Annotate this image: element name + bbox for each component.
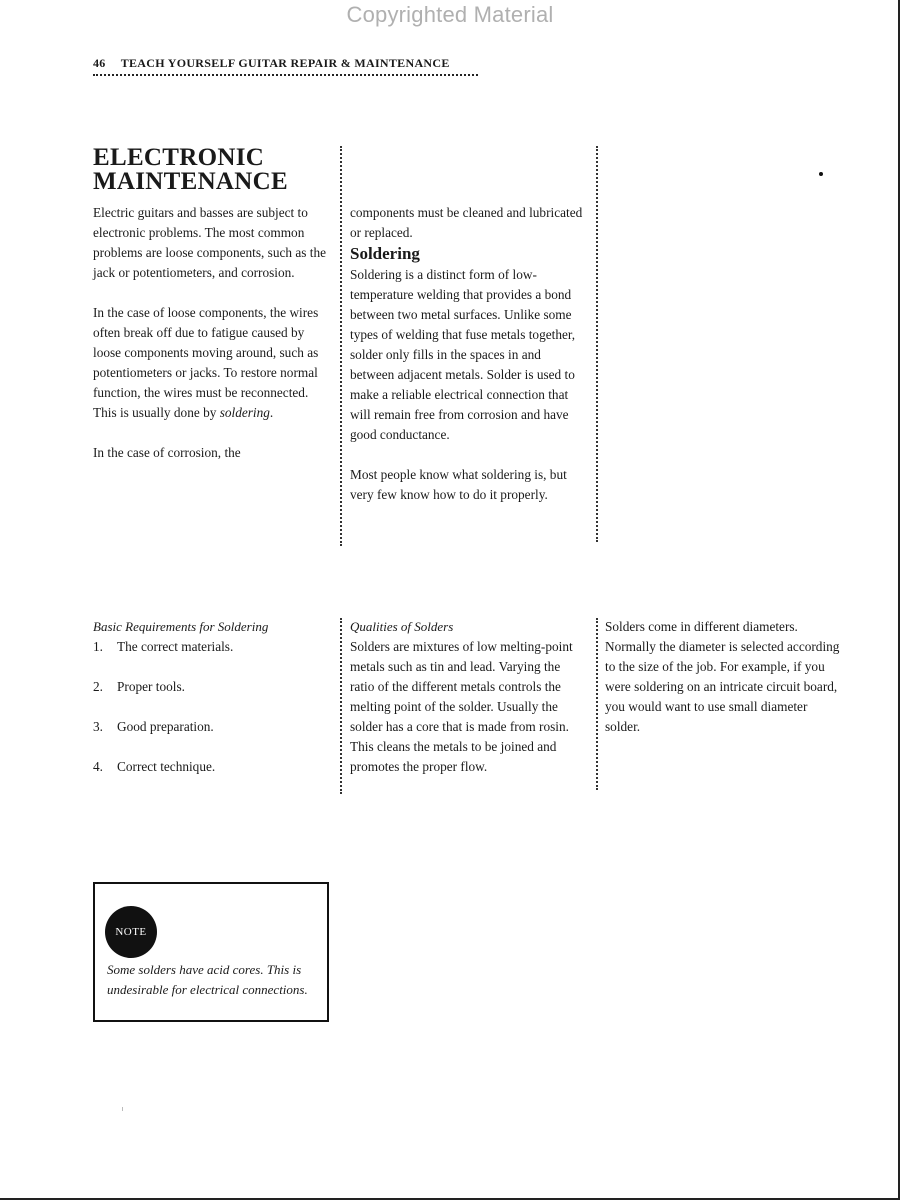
column-divider-lower-left: [340, 618, 342, 794]
corrosion-paragraph: In the case of corrosion, the: [93, 445, 241, 460]
scan-mark: [122, 1107, 123, 1111]
qualities-column: [350, 617, 586, 777]
requirements-list: [93, 637, 333, 797]
column-divider-lower-right: [596, 618, 598, 790]
running-header: [93, 56, 478, 76]
soldering-subhead: Soldering: [350, 244, 420, 263]
diameters-paragraph: Solders come in different diameters. Normally the diameter is selected according to the size of the job. For example, if you were soldering on an intricate circuit board, you would want to use small diameter solder.: [605, 619, 840, 734]
intro-column: [93, 203, 333, 463]
list-item: 2. Proper tools.: [93, 679, 185, 694]
cleaning-paragraph: components must be cleaned and lubricated or replaced.: [350, 205, 583, 240]
note-text: Some solders have acid cores. This is undesirable for electrical connections.: [107, 962, 308, 997]
soldering-note-paragraph: Most people know what soldering is, but very few know how to do it properly.: [350, 467, 567, 502]
section-title: [93, 146, 288, 194]
list-item: 3. Good preparation.: [93, 719, 214, 734]
copyright-watermark: Copyrighted Material: [346, 2, 554, 27]
soldering-column: [350, 203, 586, 505]
qualities-heading: Qualities of Solders: [350, 619, 454, 634]
book-title: TEACH YOURSELF GUITAR REPAIR & MAINTENANCE: [120, 56, 450, 70]
diameters-column: [605, 617, 845, 737]
requirements-heading: Basic Requirements for Soldering: [93, 619, 269, 634]
qualities-paragraph: Solders are mixtures of low melting-point metals such as tin and lead. Varying the ratio of the different metals controls the melting point of the solder. Usually the solder has a core that is made from rosin. This cleans the metals to be joined and promotes the proper flow.: [350, 639, 573, 774]
list-item: 4. Correct technique.: [93, 759, 216, 774]
stray-dot: [819, 172, 823, 176]
note-badge-icon: NOTE: [105, 906, 157, 958]
intro-paragraph: Electric guitars and basses are subject to electronic problems. The most common problems are loose components, such as the jack or potentiometers, and corrosion.: [93, 205, 327, 280]
title-line-1: ELECTRONIC: [93, 144, 265, 171]
soldering-term: soldering: [219, 405, 270, 420]
column-divider-upper-left: [340, 146, 342, 546]
requirements-column: [93, 617, 333, 797]
page-number: 46: [93, 56, 106, 70]
column-divider-upper-right: [596, 146, 598, 542]
note-box: [93, 882, 329, 1022]
loose-components-paragraph: In the case of loose components, the wires often break off due to fatigue caused by loose components moving around, such as potentiometers or jacks. To restore normal function, the wires must be reconnected. This is usually done by soldering.: [93, 305, 319, 420]
soldering-definition: Soldering is a distinct form of low-temperature welding that provides a bond between two metal surfaces. Unlike some types of welding that fuse metals together, solder only fills in the spaces in and between adjacent metals. Solder is used to make a reliable electrical connection that will remain free from corrosion and have good conductance.: [350, 267, 576, 442]
title-line-2: MAINTENANCE: [93, 168, 288, 195]
list-item: 1. The correct materials.: [93, 639, 234, 654]
